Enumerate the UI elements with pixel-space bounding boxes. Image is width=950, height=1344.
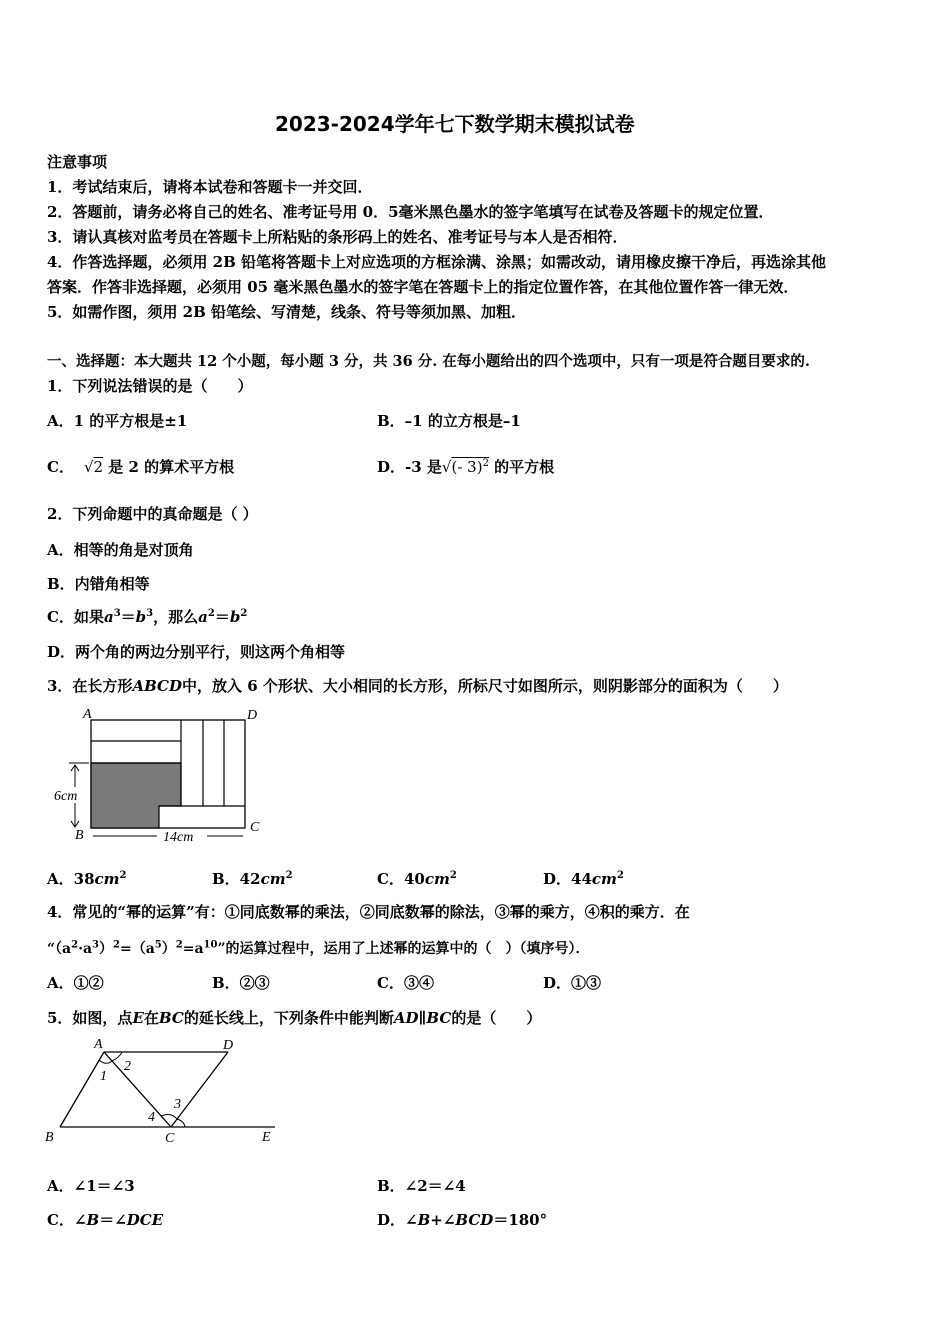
angle-2: 2 [124, 1059, 131, 1074]
option-label: A．38 [47, 870, 95, 888]
q1-option-c [47, 457, 234, 477]
text: ”的运算过程中，运用了上述幂的运算中的（ ）（填序号）． [217, 941, 590, 957]
equals: ＝ [214, 608, 230, 626]
fig-label-c: C [165, 1131, 175, 1146]
sqrt-radicand: 2 [93, 458, 104, 476]
rect-name: ABCD [132, 677, 182, 695]
exponent: 2 [207, 608, 215, 619]
notice-item: 2．答题前，请务必将自己的姓名、准考证号用 0．5毫米黑色墨水的签字笔填写在试卷及答题卡的规定位置． [47, 203, 774, 221]
angle-b: B [86, 1211, 100, 1229]
q3-stem-prefix: 3．在长方形 [47, 677, 133, 695]
q2-option-b: B．内错角相等 [47, 575, 150, 593]
q4-option-c: C．③④ [377, 974, 434, 992]
radicand-exponent: 2 [482, 458, 489, 469]
text: =（a [119, 941, 155, 957]
unit: cm [424, 870, 450, 888]
q2-option-c [47, 607, 247, 627]
q5-option-d [377, 1210, 547, 1230]
q2-option-d: D．两个角的两边分别平行，则这两个角相等 [47, 643, 346, 661]
exponent: 10 [203, 939, 218, 951]
fig-label-d: D [223, 1038, 234, 1053]
q2-option-a: A．相等的角是对顶角 [47, 541, 194, 559]
angle-bcd: BCD [455, 1211, 494, 1229]
var-a: a [103, 608, 114, 626]
q4-option-d: D．①③ [543, 974, 602, 992]
text: 在 [143, 1009, 159, 1027]
fig-label-e: E [262, 1130, 271, 1145]
q3-option-c [377, 869, 457, 889]
q5-option-a: A．∠1＝∠3 [47, 1177, 135, 1195]
parallel-condition: AD∥BC [393, 1009, 452, 1027]
equals: ＝ [120, 608, 136, 626]
q2-c-prefix: C．如果 [47, 608, 104, 626]
q5-option-c [47, 1210, 163, 1230]
q4-option-b: B．②③ [212, 974, 270, 992]
q1-option-a: A．1 的平方根是±1 [47, 412, 188, 430]
text: ＝∠ [99, 1211, 127, 1229]
text: 的是（ ） [451, 1009, 542, 1027]
text: ） [161, 941, 176, 957]
option-label: C．40 [377, 870, 425, 888]
text: ） [99, 941, 114, 957]
section-heading: 一、选择题：本大题共 12 个小题，每小题 3 分，共 36 分. 在每小题给出的四个选项中，只有一项是符合题目要求的. [47, 353, 810, 370]
q2-c-mid: ，那么 [153, 608, 199, 626]
width-label: 14cm [163, 830, 194, 845]
q3-figure [45, 705, 275, 850]
angle-4: 4 [148, 1110, 155, 1125]
q3-stem [47, 676, 788, 696]
q1-option-b: B．–1 的立方根是–1 [377, 412, 521, 430]
notice-item: 1．考试结束后，请将本试卷和答题卡一并交回． [47, 178, 373, 196]
notice-item: 3．请认真核对监考员在答题卡上所粘贴的条形码上的姓名、准考证号与本人是否相符． [47, 228, 628, 246]
q4-stem-line1: 4．常见的“幂的运算”有：①同底数幂的乘法，②同底数幂的除法，③幂的乘方，④积的乘方．在 [47, 903, 690, 921]
q3-option-d [543, 869, 624, 889]
sqrt-2: √2 [83, 458, 104, 476]
text: ＝180° [493, 1211, 548, 1229]
option-label: D．44 [543, 870, 592, 888]
fig-label-c: C [250, 820, 260, 835]
var-b: b [229, 608, 241, 626]
point-e: E [132, 1009, 144, 1027]
text: “（a [47, 941, 72, 957]
notice-item: 答案．作答非选择题，必须用 05 毫米黑色墨水的签字笔在答题卡上的指定位置作答，在其他位置作答一律无效． [47, 278, 799, 296]
q1-option-d [377, 457, 554, 477]
q1-stem: 1．下列说法错误的是（ ） [47, 377, 253, 395]
exponent: 2 [240, 608, 248, 619]
fig-label-b: B [45, 1130, 54, 1145]
page-title: 2023-2024学年七下数学期末模拟试卷 [275, 112, 635, 136]
text: =a [182, 941, 204, 957]
shaded-region [91, 763, 181, 828]
text: ·a [78, 941, 93, 957]
option-label: B．42 [212, 870, 261, 888]
angle-1: 1 [100, 1069, 107, 1084]
angle-b: B [417, 1211, 431, 1229]
unit: cm [591, 870, 617, 888]
notice-heading: 注意事项 [47, 153, 108, 171]
q5-stem [47, 1008, 541, 1028]
q4-stem-line2 [47, 939, 590, 959]
line-ab [60, 1052, 104, 1127]
q1-d-suffix: 的平方根 [494, 458, 555, 476]
fig-label-d: D [247, 708, 258, 723]
exponent: 2 [449, 870, 457, 881]
fig-label-a: A [83, 707, 92, 722]
radicand-base: (- 3) [451, 458, 483, 476]
angle-arc [177, 1119, 185, 1127]
q3-stem-suffix: 中，放入 6 个形状、大小相同的长方形，所标尺寸如图所示，则阴影部分的面积为（ ） [182, 677, 788, 695]
text: 5．如图，点 [47, 1009, 133, 1027]
text: D．∠ [377, 1211, 418, 1229]
exponent: 2 [175, 939, 183, 951]
q3-option-a [47, 869, 127, 889]
angle-3: 3 [174, 1097, 181, 1112]
angle-arc [112, 1052, 122, 1061]
exponent: 2 [113, 939, 120, 951]
q3-option-b [212, 869, 293, 889]
angle-arc [99, 1060, 112, 1063]
q1-d-prefix: D．-3 是 [377, 458, 442, 476]
exponent: 2 [616, 870, 624, 881]
exponent: 2 [119, 870, 127, 881]
text: +∠ [430, 1211, 456, 1229]
unit: cm [94, 870, 120, 888]
q2-stem: 2．下列命题中的真命题是（ ） [47, 505, 258, 523]
q5-option-b: B．∠2＝∠4 [377, 1177, 466, 1195]
q1-c-suffix: 是 2 的算术平方根 [108, 458, 235, 476]
segment-bc: BC [158, 1009, 184, 1027]
q4-option-a: A．①② [47, 974, 104, 992]
sqrt-neg3-squared: √(- 3)$^2$ [441, 458, 489, 476]
exponent: 2 [71, 939, 79, 951]
notice-item: 4．作答选择题，必须用 2B 铅笔将答题卡上对应选项的方框涂满、涂黑；如需改动，请用橡皮擦干净后，再选涂其他 [47, 253, 827, 271]
text: 的延长线上，下列条件中能判断 [183, 1009, 394, 1027]
q5-figure [40, 1035, 285, 1150]
exponent: 3 [146, 608, 154, 619]
exponent: 5 [154, 939, 162, 951]
exponent: 3 [92, 939, 100, 951]
line-cd [171, 1052, 228, 1127]
exponent: 2 [285, 870, 293, 881]
notice-item: 5．如需作图，须用 2B 铅笔绘、写清楚，线条、符号等须加黑、加粗． [47, 303, 526, 321]
exponent: 3 [113, 608, 121, 619]
var-b: b [135, 608, 147, 626]
fig-label-b: B [75, 828, 84, 843]
var-a: a [198, 608, 208, 626]
fig-label-a: A [94, 1037, 103, 1052]
sqrt-radicand [451, 458, 488, 476]
angle-dce: DCE [126, 1211, 164, 1229]
q1-c-prefix: C． [47, 458, 74, 476]
unit: cm [260, 870, 286, 888]
text: C．∠ [47, 1211, 87, 1229]
height-label: 6cm [54, 789, 78, 804]
